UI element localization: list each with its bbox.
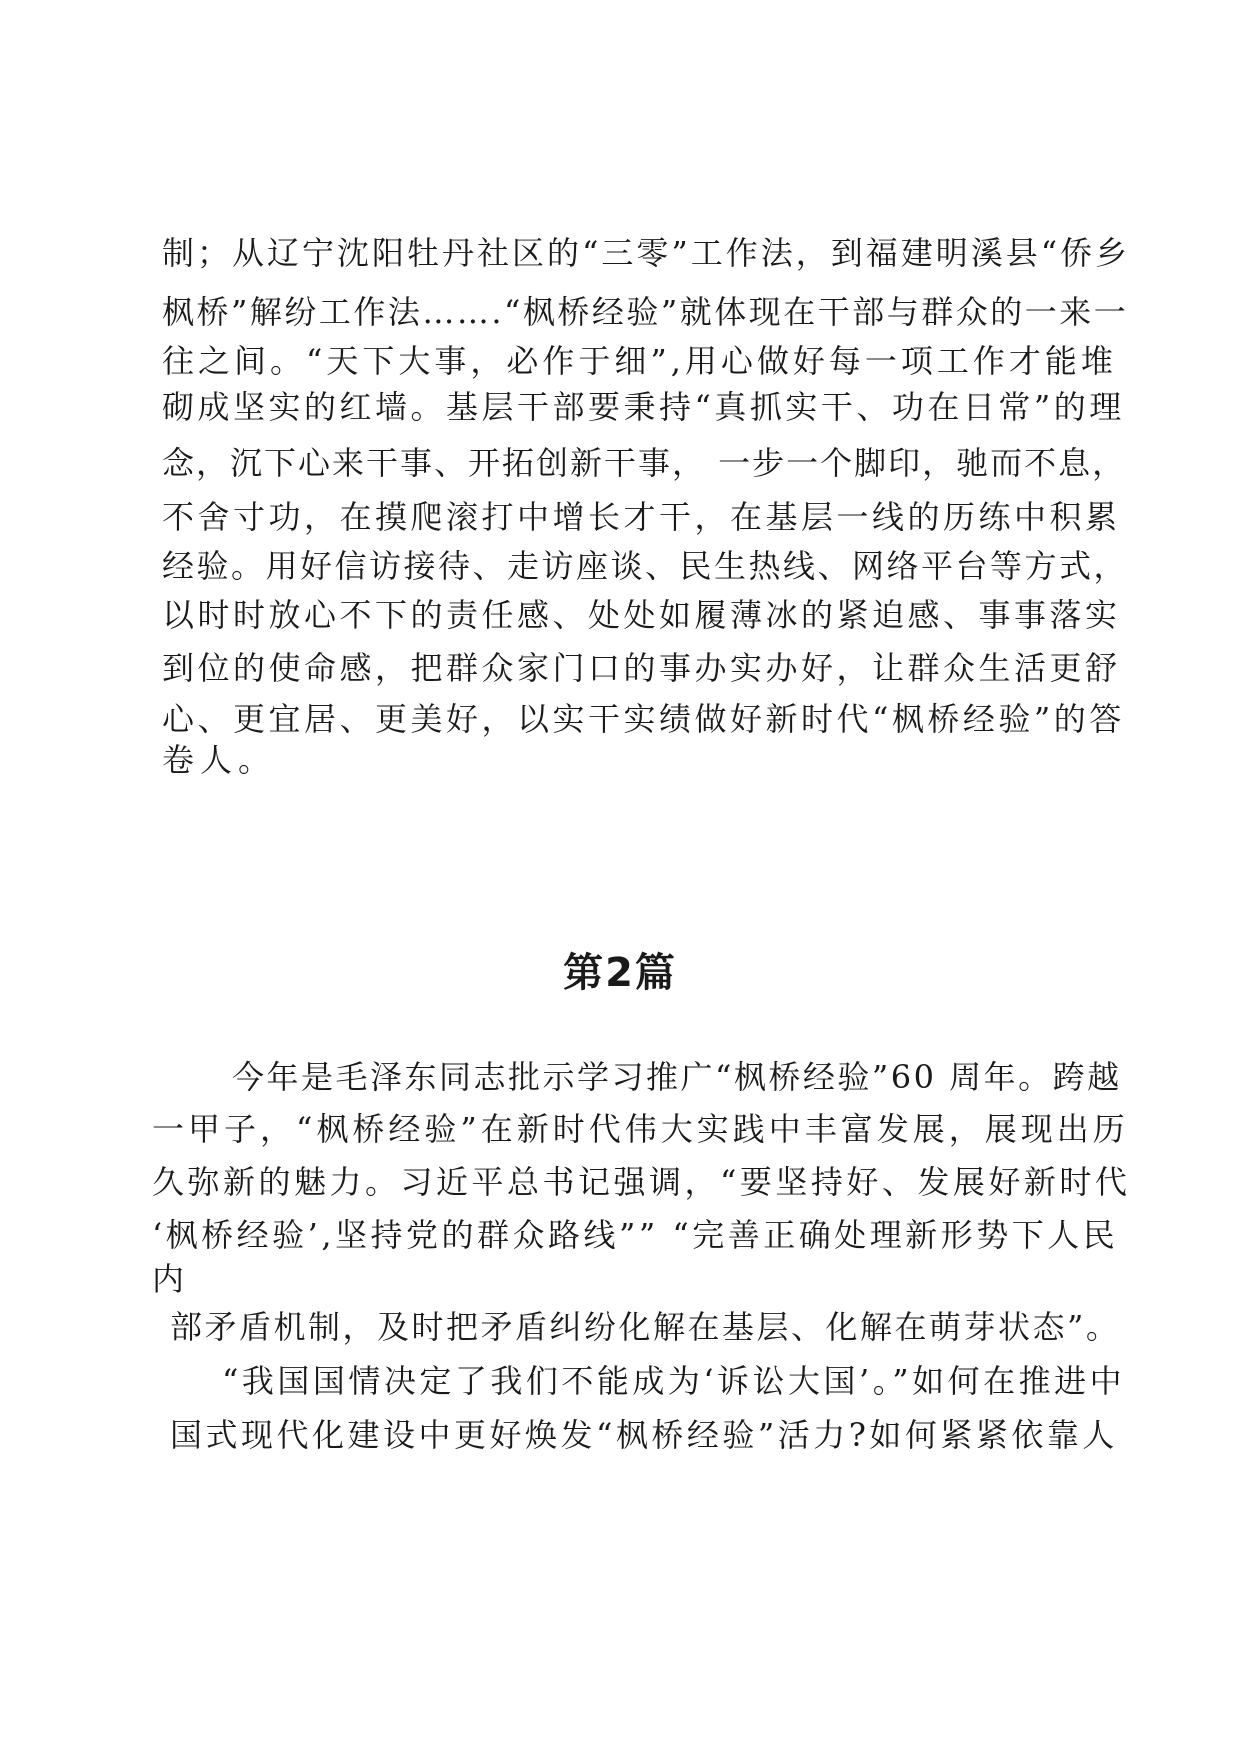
- text-line: 砌成坚实的红墙。基层干部要秉持“真抓实干、功在日常”的理: [162, 388, 1125, 426]
- text-line: 制；从辽宁沈阳牡丹社区的“三零”工作法，到福建明溪县“侨乡: [162, 234, 1131, 272]
- text-line: 枫桥”解纷工作法…….“枫桥经验”就体现在干部与群众的一来一: [162, 293, 1129, 331]
- text-line: 一甲子，“枫桥经验”在新时代伟大实践中丰富发展，展现出历: [152, 1110, 1129, 1148]
- text-line: 内: [152, 1260, 191, 1298]
- text-line: “我国国情决定了我们不能成为‘诉讼大国’。”如何在推进中: [222, 1362, 1126, 1400]
- text-line: ‘枫桥经验’,坚持党的群众路线”” “完善正确处理新形势下人民: [152, 1216, 1119, 1254]
- text-line: 部矛盾机制，及时把矛盾纠纷化解在基层、化解在萌芽状态”。: [170, 1308, 1121, 1346]
- text-line: 经验。用好信访接待、走访座谈、民生热线、网络平台等方式，: [162, 547, 1129, 585]
- text-line: 心、更宜居、更美好，以实干实绩做好新时代“枫桥经验”的答: [162, 700, 1125, 738]
- text-line: 不舍寸功，在摸爬滚打中增长才干，在基层一线的历练中积累: [162, 498, 1121, 536]
- text-line: 到位的使命感，把群众家门口的事办实办好，让群众生活更舒: [162, 649, 1121, 687]
- text-line: 国式现代化建设中更好焕发“枫桥经验”活力?如何紧紧依靠人: [170, 1416, 1118, 1454]
- text-line: 卷人。: [162, 741, 277, 779]
- text-line: 往之间。“天下大事，必作于细”,用心做好每一项工作才能堆: [162, 342, 1117, 380]
- text-line: 以时时放心不下的责任感、处处如履薄冰的紧迫感、事事落实: [162, 596, 1121, 634]
- text-line: 今年是毛泽东同志批示学习推广“枫桥经验”60 周年。跨越: [232, 1058, 1122, 1096]
- text-line: 久弥新的魅力。习近平总书记强调，“要坚持好、发展好新时代: [152, 1163, 1131, 1201]
- text-line: 念，沉下心来干事、开拓创新干事， 一步一个脚印，驰而不息，: [162, 444, 1127, 482]
- section-heading: 第2篇: [563, 950, 677, 996]
